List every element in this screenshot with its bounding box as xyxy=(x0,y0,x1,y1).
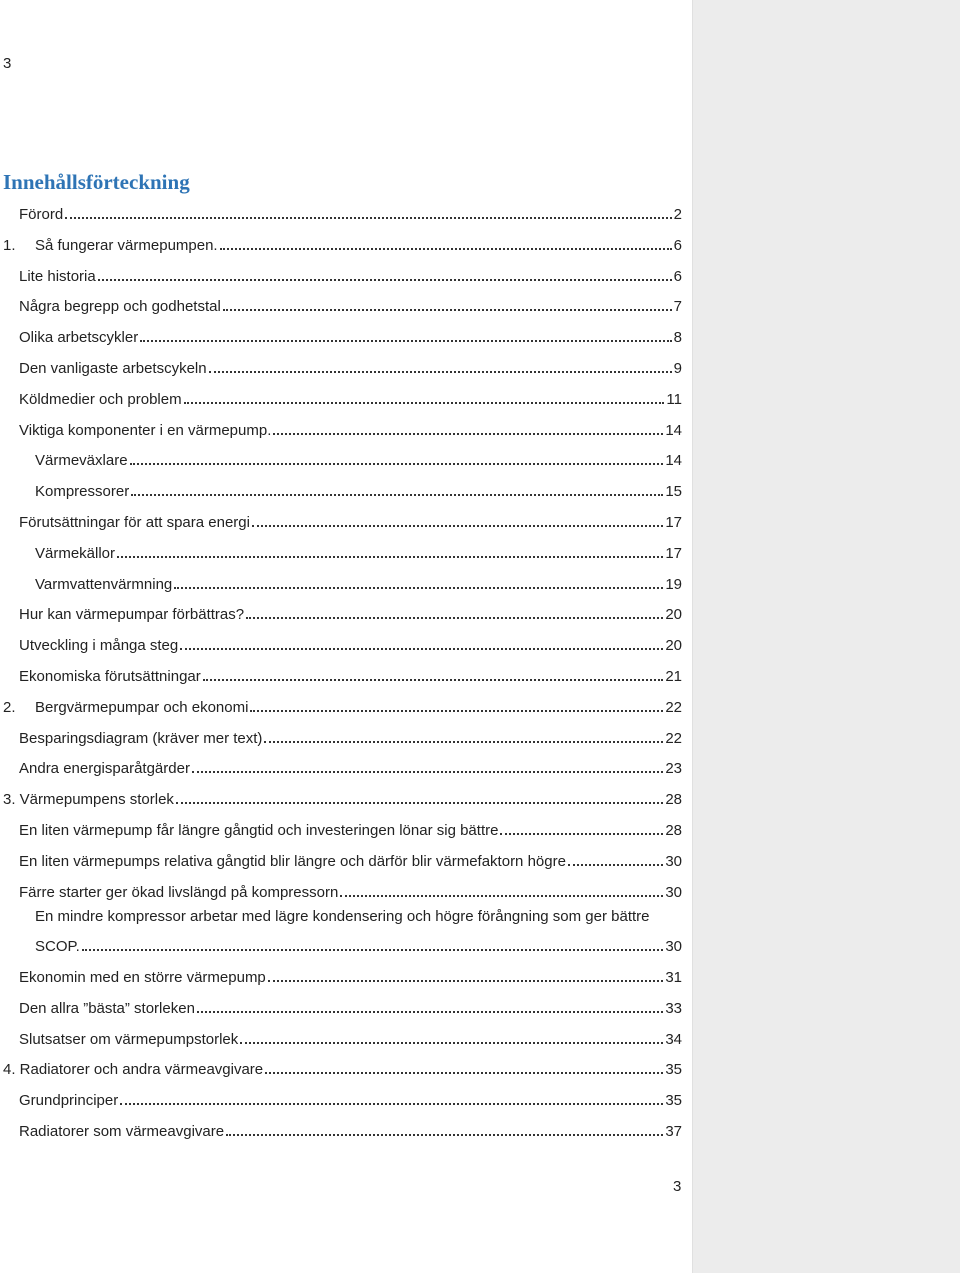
toc-leader-dots xyxy=(250,710,663,712)
toc-entry-page: 7 xyxy=(673,298,682,315)
toc-leader-dots xyxy=(273,433,663,435)
toc-entry-page: 28 xyxy=(665,791,682,808)
toc-leader-dots xyxy=(264,741,663,743)
toc-entry-page: 35 xyxy=(665,1061,682,1078)
toc-entry-title: En liten värmepump får längre gångtid och investeringen lönar sig bättre xyxy=(19,822,499,839)
toc-leader-dots xyxy=(568,864,663,866)
header-page-number: 3 xyxy=(3,55,12,72)
footer-page-number: 3 xyxy=(673,1178,682,1195)
toc-entry-title: Slutsatser om värmepumpstorlek xyxy=(19,1031,239,1048)
toc-entry-page: 28 xyxy=(665,822,682,839)
toc-entry[interactable] xyxy=(19,413,682,439)
toc-entry-title: Kompressorer xyxy=(35,483,130,500)
toc-entry-title: Förord xyxy=(19,206,64,223)
toc-entry[interactable] xyxy=(35,474,682,500)
toc-entry-title: Värmekällor xyxy=(35,545,116,562)
toc-entry[interactable] xyxy=(19,721,682,747)
toc-entry-title: Ekonomiska förutsättningar xyxy=(19,668,201,685)
toc-entry-title: Besparingsdiagram (kräver mer text) xyxy=(19,730,263,747)
toc-leader-dots xyxy=(117,556,663,558)
toc-entry-title: Några begrepp och godhetstal xyxy=(19,298,221,315)
toc-entry-page: 21 xyxy=(665,668,682,685)
toc-leader-dots xyxy=(265,1072,663,1074)
toc-entry[interactable] xyxy=(19,1022,682,1048)
toc-entry-page: 19 xyxy=(665,576,682,593)
toc-leader-dots xyxy=(197,1011,663,1013)
toc-entry[interactable] xyxy=(19,1114,682,1140)
toc-entry[interactable] xyxy=(19,875,682,901)
toc-leader-dots xyxy=(226,1134,663,1136)
toc-entry[interactable] xyxy=(19,628,682,654)
toc-entry-number: 2. xyxy=(3,699,16,716)
toc-entry[interactable] xyxy=(35,443,682,469)
toc-entry-page: 33 xyxy=(665,1000,682,1017)
toc-entry-title: SCOP. xyxy=(35,938,80,955)
toc-leader-dots xyxy=(203,679,664,681)
toc-leader-dots xyxy=(174,587,663,589)
toc-entry-page: 15 xyxy=(665,483,682,500)
toc-leader-dots xyxy=(131,494,663,496)
toc-entry-page: 17 xyxy=(665,545,682,562)
toc-entry[interactable] xyxy=(19,1083,682,1109)
toc-leader-dots xyxy=(130,463,664,465)
toc-leader-dots xyxy=(176,802,663,804)
toc-leader-dots xyxy=(223,309,672,311)
comment-margin-pane xyxy=(692,0,960,1273)
toc-entry-title: Förutsättningar för att spara energi xyxy=(19,514,250,531)
toc-entry-title: Så fungerar värmepumpen. xyxy=(35,237,218,254)
toc-entry-title: Värmeväxlare xyxy=(35,452,128,469)
toc-entry-page: 17 xyxy=(665,514,682,531)
toc-entry-title: Lite historia xyxy=(19,268,96,285)
toc-entry[interactable] xyxy=(19,351,682,377)
toc-leader-dots xyxy=(184,402,665,404)
toc-entry[interactable] xyxy=(3,690,682,716)
toc-entry-title: Viktiga komponenter i en värmepump. xyxy=(19,422,272,439)
toc-entry-title: En liten värmepumps relativa gångtid blir längre och därför blir värmefaktorn högre xyxy=(19,853,566,870)
toc-entry-page: 37 xyxy=(665,1123,682,1140)
toc-heading: Innehållsförteckning xyxy=(3,170,190,194)
toc-entry-title: Olika arbetscykler xyxy=(19,329,139,346)
toc-entry-number: 1. xyxy=(3,237,16,254)
toc-leader-dots xyxy=(82,949,664,951)
toc-leader-dots xyxy=(65,217,671,219)
toc-entry-title: Utveckling i många steg xyxy=(19,637,179,654)
toc-entry-title: Hur kan värmepumpar förbättras? xyxy=(19,606,245,623)
toc-entry-title: Bergvärmepumpar och ekonomi xyxy=(35,699,249,716)
toc-entry-page: 14 xyxy=(665,452,682,469)
toc-entry[interactable] xyxy=(35,567,682,593)
toc-entry-page: 8 xyxy=(673,329,682,346)
toc-entry-page: 22 xyxy=(665,730,682,747)
toc-leader-dots xyxy=(180,648,663,650)
toc-entry[interactable] xyxy=(19,844,682,870)
toc-leader-dots xyxy=(209,371,672,373)
toc-entry-page: 14 xyxy=(665,422,682,439)
toc-entry-page: 2 xyxy=(673,206,682,223)
toc-entry-title: Andra energisparåtgärder xyxy=(19,760,190,777)
toc-entry-page: 30 xyxy=(665,853,682,870)
toc-entry-title-line1: En mindre kompressor arbetar med lägre kondensering och högre förångning som ger bättre xyxy=(35,908,650,925)
toc-entry-page: 34 xyxy=(665,1031,682,1048)
toc-entry-page: 30 xyxy=(665,884,682,901)
toc-leader-dots xyxy=(140,340,671,342)
toc-leader-dots xyxy=(268,980,664,982)
toc-leader-dots xyxy=(500,833,663,835)
toc-entry-page: 35 xyxy=(665,1092,682,1109)
toc-entry-page: 20 xyxy=(665,637,682,654)
toc-entry[interactable] xyxy=(3,782,682,808)
toc-leader-dots xyxy=(252,525,663,527)
toc-entry-title: Färre starter ger ökad livslängd på kompressorn xyxy=(19,884,339,901)
toc-leader-dots xyxy=(192,771,663,773)
toc-leader-dots xyxy=(246,617,663,619)
toc-entry[interactable] xyxy=(19,289,682,315)
toc-entry-page: 6 xyxy=(673,268,682,285)
toc-entry[interactable] xyxy=(19,505,682,531)
toc-entry-page: 31 xyxy=(665,969,682,986)
toc-entry[interactable] xyxy=(35,929,682,955)
toc-leader-dots xyxy=(240,1042,663,1044)
toc-entry[interactable] xyxy=(19,991,682,1017)
toc-entry[interactable] xyxy=(35,536,682,562)
toc-entry-page: 6 xyxy=(673,237,682,254)
toc-leader-dots xyxy=(120,1103,663,1105)
toc-entry[interactable] xyxy=(3,228,682,254)
toc-entry-title: 3. Värmepumpens storlek xyxy=(3,791,174,808)
toc-entry-title: Radiatorer som värmeavgivare xyxy=(19,1123,225,1140)
toc-entry[interactable] xyxy=(19,320,682,346)
toc-entry-page: 22 xyxy=(665,699,682,716)
toc-entry-title: Den vanligaste arbetscykeln xyxy=(19,360,207,377)
toc-entry-title: Köldmedier och problem xyxy=(19,391,182,408)
toc-entry-page: 20 xyxy=(665,606,682,623)
toc-entry-page: 23 xyxy=(665,760,682,777)
toc-entry[interactable] xyxy=(19,597,682,623)
toc-entry-page: 11 xyxy=(666,391,682,408)
toc-leader-dots xyxy=(340,895,663,897)
toc-entry[interactable] xyxy=(19,813,682,839)
toc-leader-dots xyxy=(220,248,672,250)
toc-entry-page: 9 xyxy=(673,360,682,377)
toc-entry[interactable] xyxy=(19,259,682,285)
toc-entry-title: Ekonomin med en större värmepump xyxy=(19,969,266,986)
toc-leader-dots xyxy=(98,279,672,281)
toc-entry[interactable] xyxy=(19,659,682,685)
toc-entry[interactable] xyxy=(3,1052,682,1078)
toc-entry-page: 30 xyxy=(665,938,682,955)
toc-entry-title: 4. Radiatorer och andra värmeavgivare xyxy=(3,1061,264,1078)
toc-entry[interactable] xyxy=(19,960,682,986)
toc-entry-title: Varmvattenvärmning xyxy=(35,576,173,593)
toc-entry[interactable] xyxy=(19,382,682,408)
toc-entry-title: Grundprinciper xyxy=(19,1092,119,1109)
toc-entry[interactable] xyxy=(19,751,682,777)
toc-entry-title: Den allra ”bästa” storleken xyxy=(19,1000,195,1017)
toc-entry[interactable] xyxy=(19,197,682,223)
